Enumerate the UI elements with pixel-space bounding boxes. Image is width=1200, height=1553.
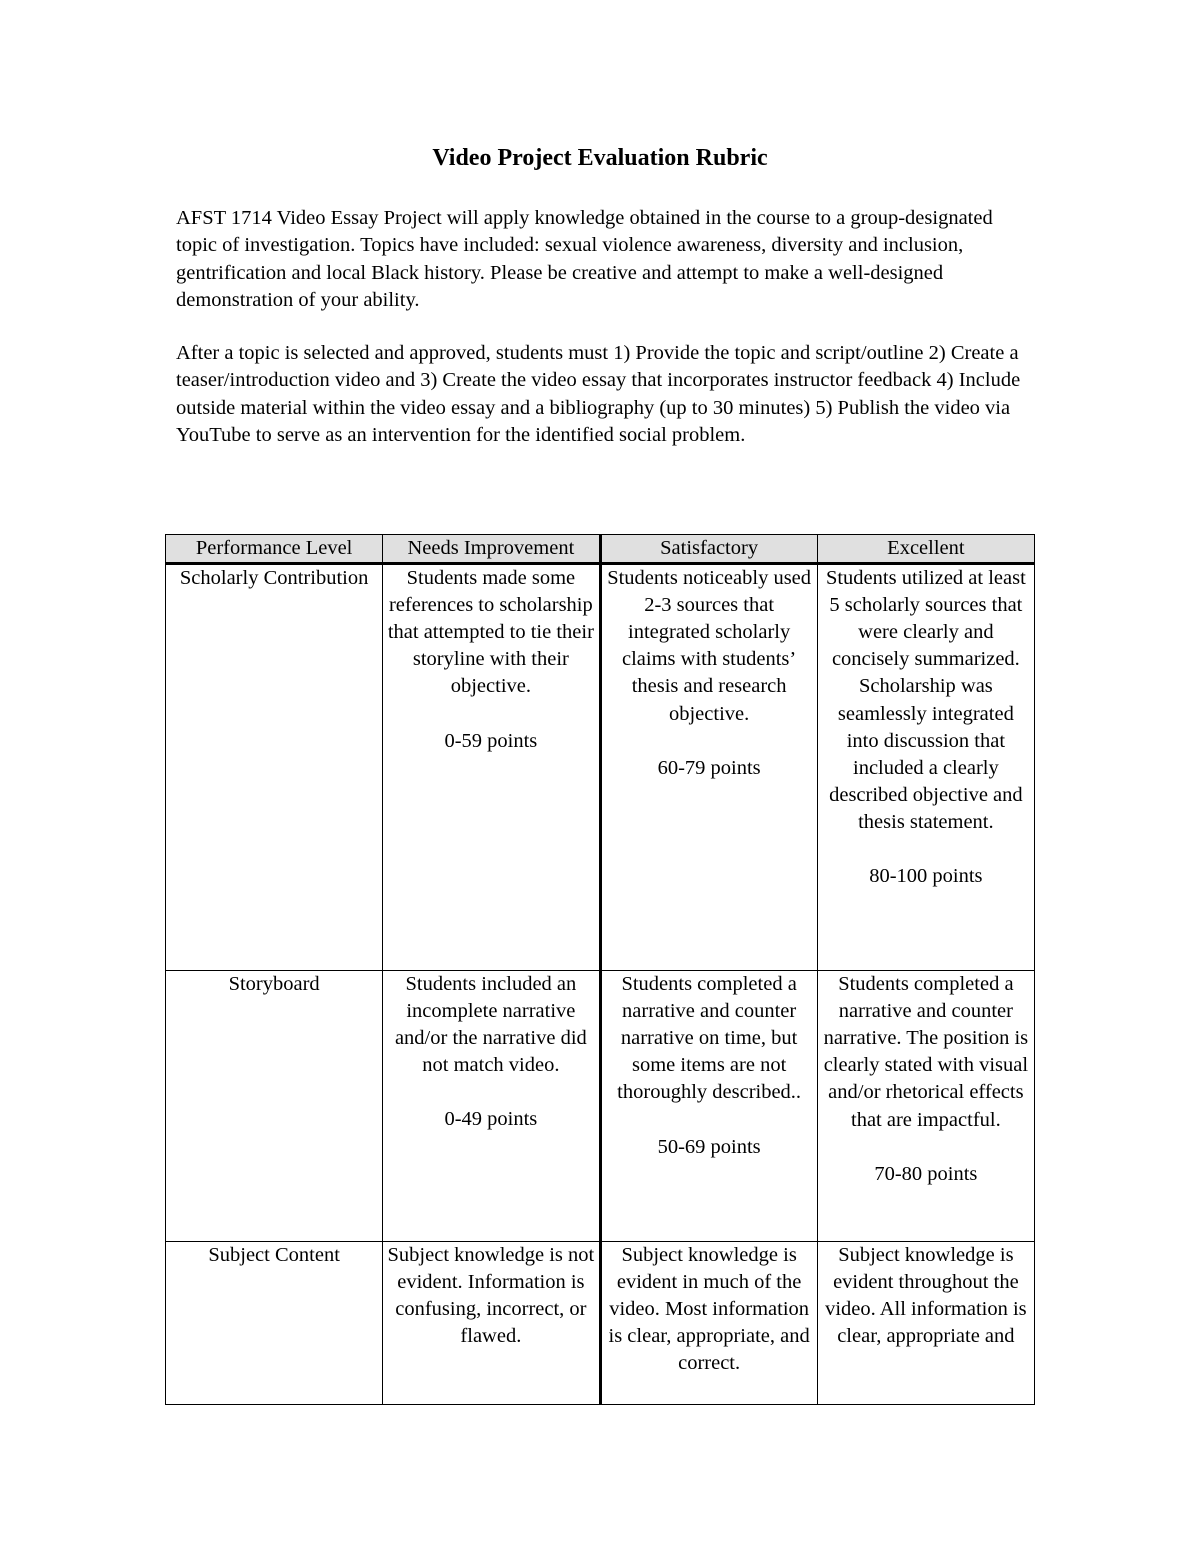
intro-paragraph-requirements: After a topic is selected and approved, students must 1) Provide the topic and script/outline 2) Create a teaser/introduction video and 3) Create the video essay that incorporates instructor feedback 4) Include outside material within the video essay and a bibliography (up to 30 minutes) 5) Publish the video via YouTube to serve as an intervention for the identified social problem. [176,342,1021,446]
excellent-cell [817,1242,1034,1405]
descriptor-text: Students completed a narrative and counter narrative on time, but some items are not thoroughly described.. [617,973,802,1104]
header-performance-level: Performance Level [166,535,383,564]
points-range: 0-59 points [444,729,538,752]
criterion-label: Scholarly Contribution [179,567,369,590]
descriptor-text: Subject knowledge is evident in much of the video. Most information is clear, appropriate, and correct. [608,1244,810,1375]
criterion-cell [166,971,383,1242]
criterion-label: Storyboard [228,973,320,996]
descriptor-text: Students completed a narrative and counter narrative. The position is clearly stated with visual and/or rhetorical effects that are impactful. [823,973,1029,1131]
rubric-table [165,534,1035,1405]
points-range: 60-79 points [657,756,761,779]
points-range: 80-100 points [869,865,983,888]
rubric-header-row [166,535,1035,564]
document-title: Video Project Evaluation Rubric [432,145,768,171]
satisfactory-cell [600,564,817,971]
satisfactory-cell [600,971,817,1242]
needs-improvement-cell [383,1242,600,1405]
needs-improvement-cell [383,564,600,971]
header-needs-improvement: Needs Improvement [383,535,600,564]
descriptor-text: Students included an incomplete narrative and/or the narrative did not match video. [394,973,587,1077]
header-satisfactory: Satisfactory [600,535,817,564]
descriptor-text: Students noticeably used 2-3 sources that integrated scholarly claims with students’ thesis and research objective. [607,567,812,725]
rubric-row-scholarly-contribution [166,564,1035,971]
excellent-cell [817,564,1034,971]
descriptor-text: Subject knowledge is evident throughout the video. All information is clear, appropriate and [825,1244,1027,1348]
criterion-cell [166,1242,383,1405]
descriptor-text: Subject knowledge is not evident. Information is confusing, incorrect, or flawed. [387,1244,595,1348]
rubric-row-storyboard [166,971,1035,1242]
header-excellent: Excellent [817,535,1034,564]
descriptor-text: Students utilized at least 5 scholarly sources that were clearly and concisely summarized. Scholarship was seamlessly integrated into discussion that included a clearly described objective and thesis statement. [825,567,1026,833]
intro-paragraph-project-description: AFST 1714 Video Essay Project will apply knowledge obtained in the course to a group-designated topic of investigation. Topics have included: sexual violence awareness, diversity and inclusion, gentrification and local Black history. Please be creative and attempt to make a well-designed demonstration of your ability. [176,207,993,311]
needs-improvement-cell [383,971,600,1242]
descriptor-text: Students made some references to scholarship that attempted to tie their storyline with their objective. [387,567,594,698]
points-range: 70-80 points [874,1162,978,1185]
points-range: 50-69 points [657,1135,761,1158]
points-range: 0-49 points [444,1108,538,1131]
excellent-cell [817,971,1034,1242]
criterion-cell [166,564,383,971]
satisfactory-cell [600,1242,817,1405]
rubric-row-subject-content [166,1242,1035,1405]
criterion-label: Subject Content [208,1244,340,1267]
